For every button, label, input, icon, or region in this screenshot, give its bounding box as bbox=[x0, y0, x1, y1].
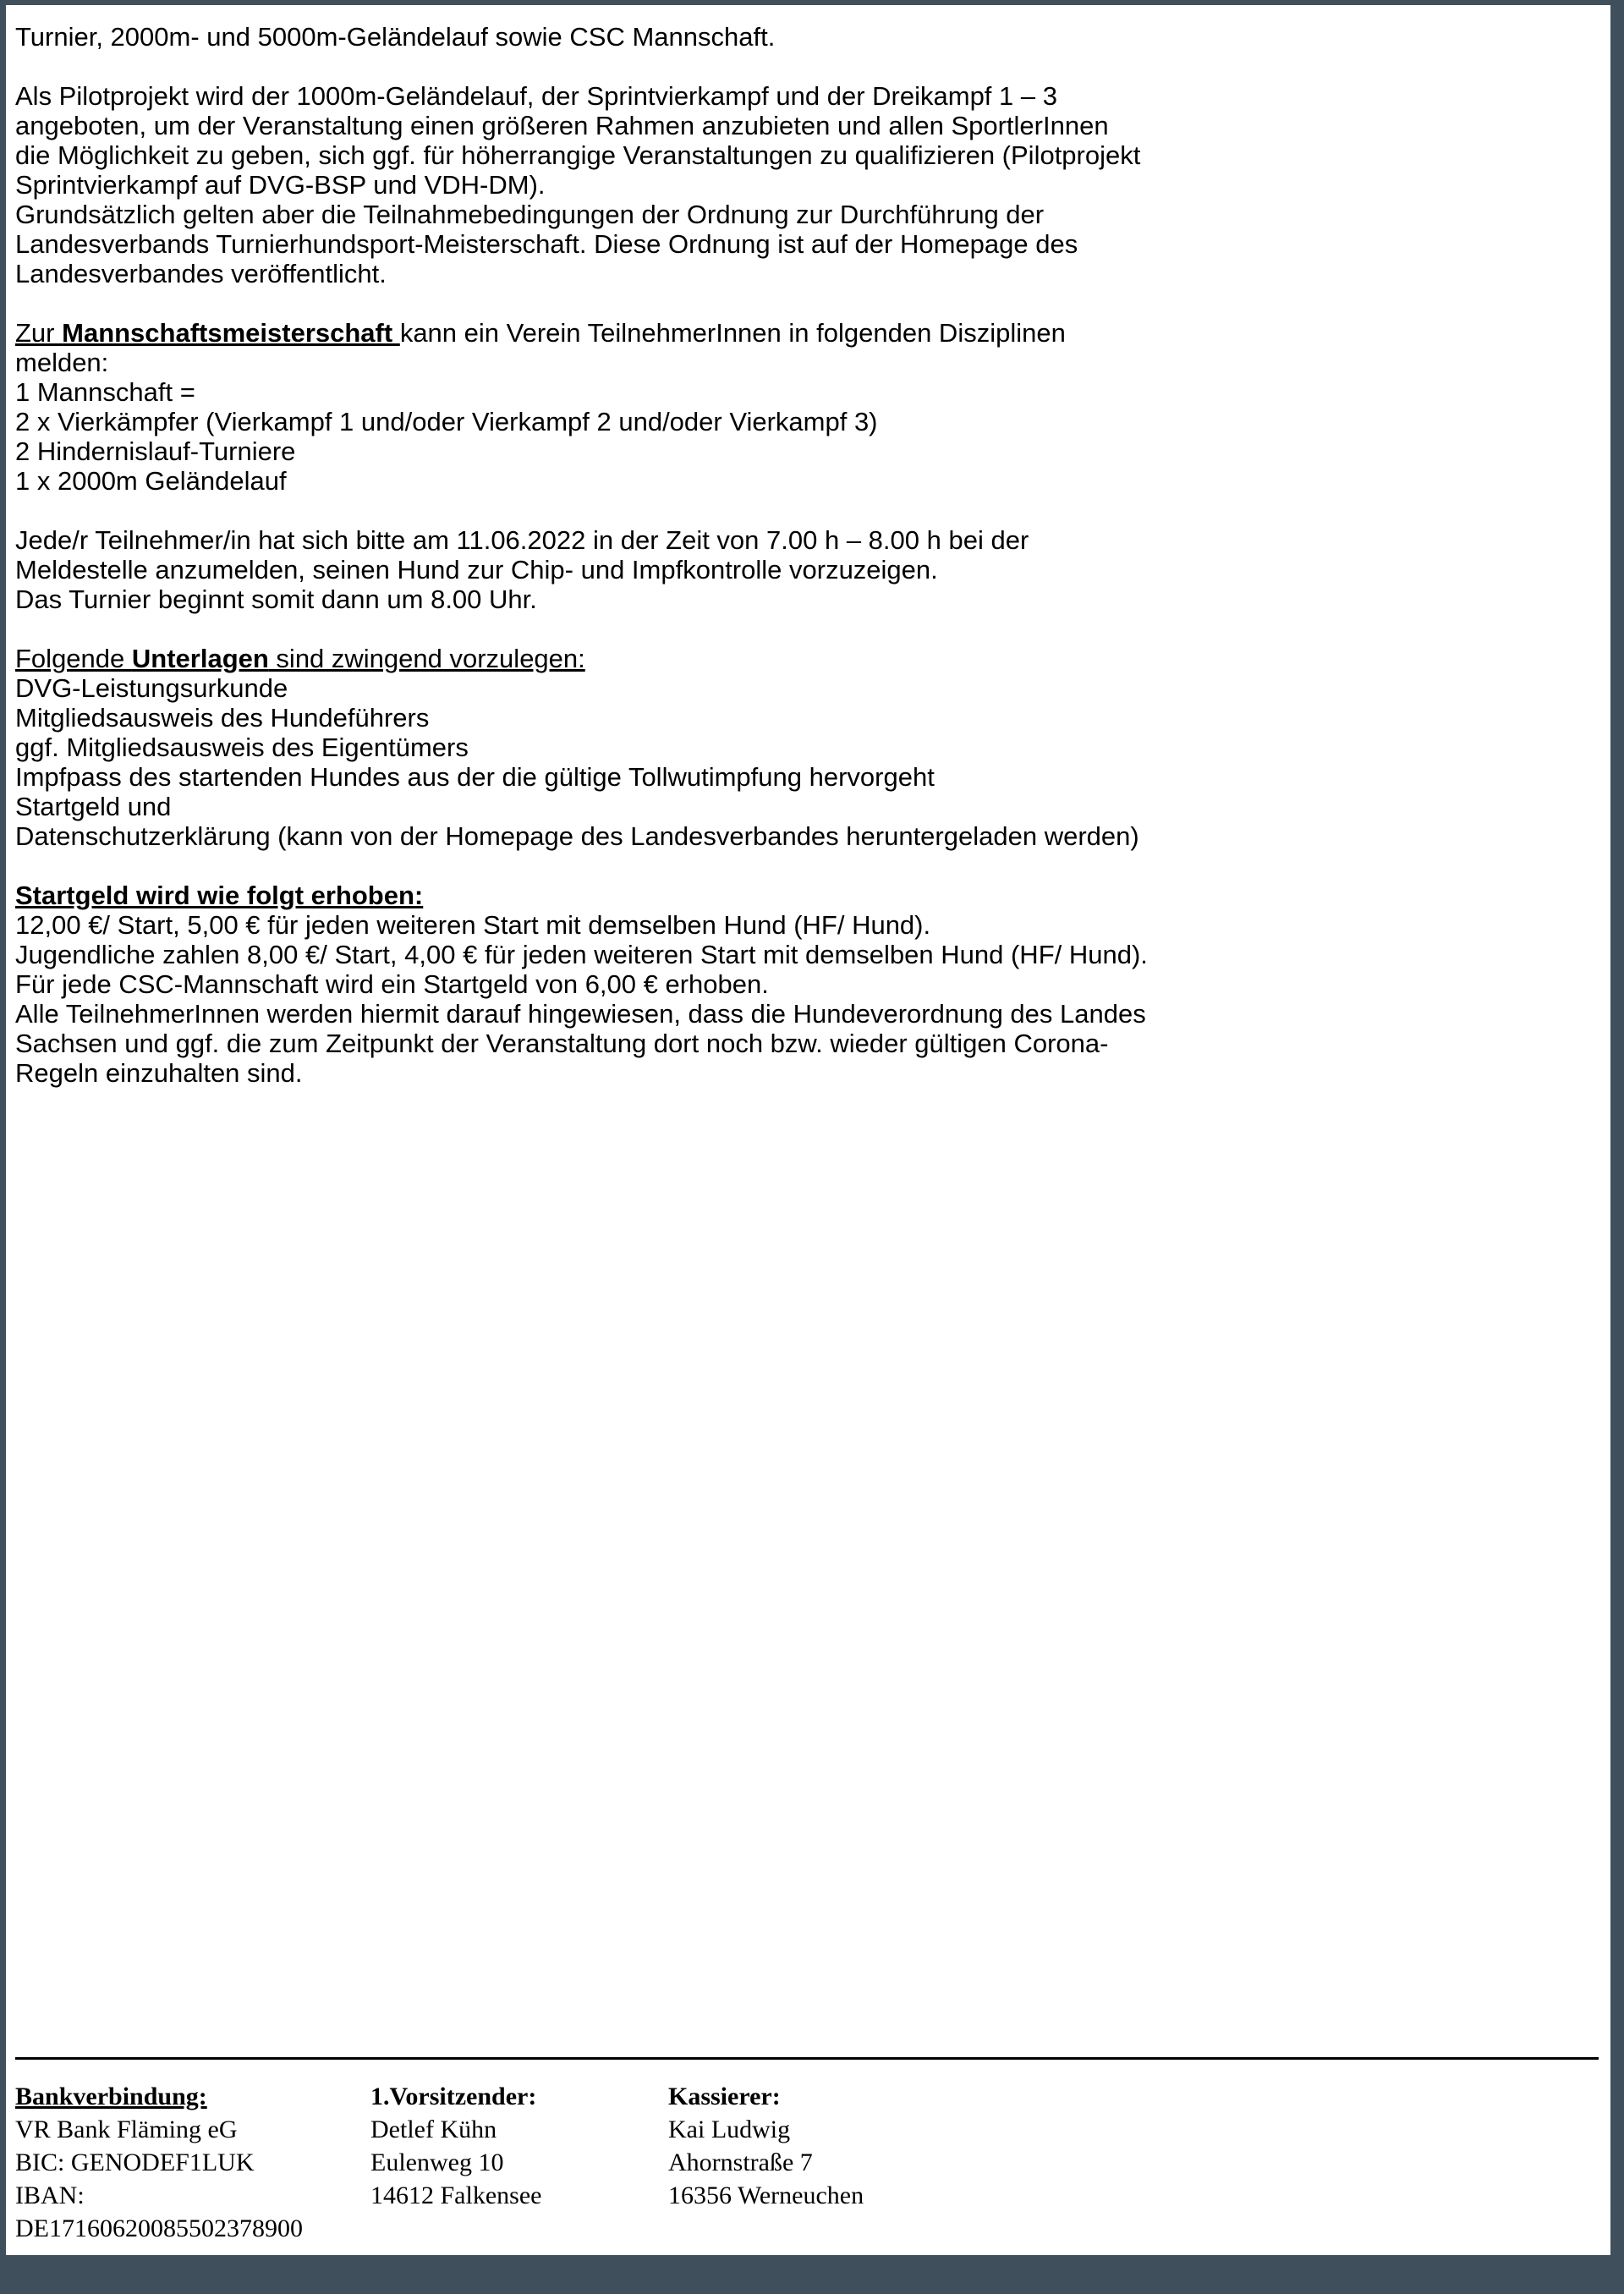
footer-treasurer-column bbox=[668, 2080, 1599, 2245]
footer-treasurer-name: Kai Ludwig bbox=[668, 2116, 791, 2143]
text-segment: DVG-Leistungsurkunde bbox=[15, 673, 288, 703]
text-segment: Meldestelle anzumelden, seinen Hund zur Chip- und Impfkontrolle vorzuzeigen. bbox=[15, 555, 938, 584]
text-line bbox=[15, 348, 1599, 377]
text-segment: Mitgliedsausweis des Hundeführers bbox=[15, 703, 430, 733]
text-line bbox=[15, 762, 1599, 792]
text-segment: 1 x 2000m Geländelauf bbox=[15, 466, 287, 496]
footer-divider bbox=[15, 2057, 1599, 2060]
footer-bank-name: VR Bank Fläming eG bbox=[15, 2116, 238, 2143]
text-line bbox=[15, 200, 1599, 229]
text-line bbox=[15, 644, 1599, 673]
footer-treasurer-heading: Kassierer: bbox=[668, 2083, 781, 2110]
text-line bbox=[15, 525, 1599, 555]
footer-bank-iban: IBAN: DE17160620085502378900 bbox=[15, 2181, 303, 2242]
text-segment: melden: bbox=[15, 348, 109, 377]
text-segment: angeboten, um der Veranstaltung einen größeren Rahmen anzubieten und allen SportlerInnen bbox=[15, 111, 1109, 140]
text-line bbox=[15, 910, 1599, 940]
footer-chairman-column bbox=[370, 2080, 668, 2245]
text-segment: Regeln einzuhalten sind. bbox=[15, 1058, 303, 1088]
footer-chairman-heading: 1.Vorsitzender: bbox=[370, 2083, 537, 2110]
blank-line bbox=[15, 851, 1599, 881]
text-segment: Sachsen und ggf. die zum Zeitpunkt der Veranstaltung dort noch bzw. wieder gültigen Corona- bbox=[15, 1029, 1109, 1058]
blank-line bbox=[15, 496, 1599, 525]
blank-line bbox=[15, 52, 1599, 81]
text-line bbox=[15, 1029, 1599, 1058]
text-line bbox=[15, 881, 1599, 910]
text-segment: Folgende bbox=[15, 644, 132, 673]
text-segment: 2 Hindernislauf-Turniere bbox=[15, 436, 296, 466]
text-segment: ggf. Mitgliedsausweis des Eigentümers bbox=[15, 733, 469, 762]
text-line bbox=[15, 436, 1599, 466]
text-line bbox=[15, 407, 1599, 436]
text-line bbox=[15, 555, 1599, 584]
text-segment: Mannschaftsmeisterschaft bbox=[62, 318, 400, 348]
text-segment: Landesverbandes veröffentlicht. bbox=[15, 259, 387, 288]
blank-line bbox=[15, 288, 1599, 318]
text-segment: Zur bbox=[15, 318, 63, 348]
text-segment: Grundsätzlich gelten aber die Teilnahmebedingungen der Ordnung zur Durchführung der bbox=[15, 200, 1045, 229]
text-segment: kann ein Verein TeilnehmerInnen in folgenden Disziplinen bbox=[399, 318, 1066, 348]
text-line bbox=[15, 1058, 1599, 1088]
text-line bbox=[15, 673, 1599, 703]
footer-bank-heading: Bankverbindung: bbox=[15, 2083, 207, 2110]
text-segment: Datenschutzerklärung (kann von der Homepage des Landesverbandes heruntergeladen werden) bbox=[15, 821, 1139, 851]
text-segment: Sprintvierkampf auf DVG-BSP und VDH-DM). bbox=[15, 170, 546, 200]
document-body bbox=[6, 5, 1610, 1088]
footer-bank-bic: BIC: GENODEF1LUK bbox=[15, 2149, 255, 2176]
text-line bbox=[15, 821, 1599, 851]
text-segment: 1 Mannschaft = bbox=[15, 377, 195, 407]
text-segment: sind zwingend vorzulegen: bbox=[268, 644, 585, 673]
page-footer bbox=[6, 2057, 1610, 2245]
text-segment: Für jede CSC-Mannschaft wird ein Startgeld von 6,00 € erhoben. bbox=[15, 969, 769, 999]
text-segment: Jugendliche zahlen 8,00 €/ Start, 4,00 € für jeden weiteren Start mit demselben Hund (HF/ Hund). bbox=[15, 940, 1148, 969]
footer-bank-column bbox=[15, 2080, 370, 2245]
text-segment: Als Pilotprojekt wird der 1000m-Geländelauf, der Sprintvierkampf und der Dreikampf 1 – 3 bbox=[15, 81, 1057, 111]
blank-line bbox=[15, 614, 1599, 644]
footer-treasurer-city: 16356 Werneuchen bbox=[668, 2181, 864, 2209]
text-segment: Jede/r Teilnehmer/in hat sich bitte am 11.06.2022 in der Zeit von 7.00 h – 8.00 h bei der bbox=[15, 525, 1029, 555]
footer-chairman-street: Eulenweg 10 bbox=[370, 2149, 504, 2176]
text-line bbox=[15, 170, 1599, 200]
text-segment: Das Turnier beginnt somit dann um 8.00 Uhr. bbox=[15, 584, 537, 614]
footer-treasurer-street: Ahornstraße 7 bbox=[668, 2149, 813, 2176]
text-segment: Unterlagen bbox=[131, 644, 269, 673]
text-line bbox=[15, 22, 1599, 52]
text-segment: 2 x Vierkämpfer (Vierkampf 1 und/oder Vierkampf 2 und/oder Vierkampf 3) bbox=[15, 407, 878, 436]
text-line bbox=[15, 229, 1599, 259]
text-line bbox=[15, 140, 1599, 170]
text-line bbox=[15, 792, 1599, 821]
text-line bbox=[15, 940, 1599, 969]
text-line bbox=[15, 703, 1599, 733]
text-segment: die Möglichkeit zu geben, sich ggf. für höherrangige Veranstaltungen zu qualifizieren (Pilotprojekt bbox=[15, 140, 1141, 170]
text-segment: Alle TeilnehmerInnen werden hiermit darauf hingewiesen, dass die Hundeverordnung des Landes bbox=[15, 999, 1146, 1029]
text-segment: Turnier, 2000m- und 5000m-Geländelauf sowie CSC Mannschaft. bbox=[15, 22, 776, 52]
text-line bbox=[15, 81, 1599, 111]
text-line bbox=[15, 969, 1599, 999]
text-segment: 12,00 €/ Start, 5,00 € für jeden weiteren Start mit demselben Hund (HF/ Hund). bbox=[15, 910, 931, 940]
text-line bbox=[15, 111, 1599, 140]
footer-columns bbox=[15, 2080, 1599, 2245]
text-line bbox=[15, 584, 1599, 614]
text-segment: Startgeld wird wie folgt erhoben: bbox=[15, 881, 424, 910]
text-segment: Impfpass des startenden Hundes aus der die gültige Tollwutimpfung hervorgeht bbox=[15, 762, 935, 792]
text-segment: Startgeld und bbox=[15, 792, 172, 821]
text-line bbox=[15, 733, 1599, 762]
text-line bbox=[15, 999, 1599, 1029]
text-line bbox=[15, 466, 1599, 496]
footer-chairman-city: 14612 Falkensee bbox=[370, 2181, 542, 2209]
text-line bbox=[15, 259, 1599, 288]
footer-chairman-name: Detlef Kühn bbox=[370, 2116, 497, 2143]
text-line bbox=[15, 318, 1599, 348]
text-segment: Landesverbands Turnierhundsport-Meisterschaft. Diese Ordnung ist auf der Homepage des bbox=[15, 229, 1078, 259]
text-line bbox=[15, 377, 1599, 407]
